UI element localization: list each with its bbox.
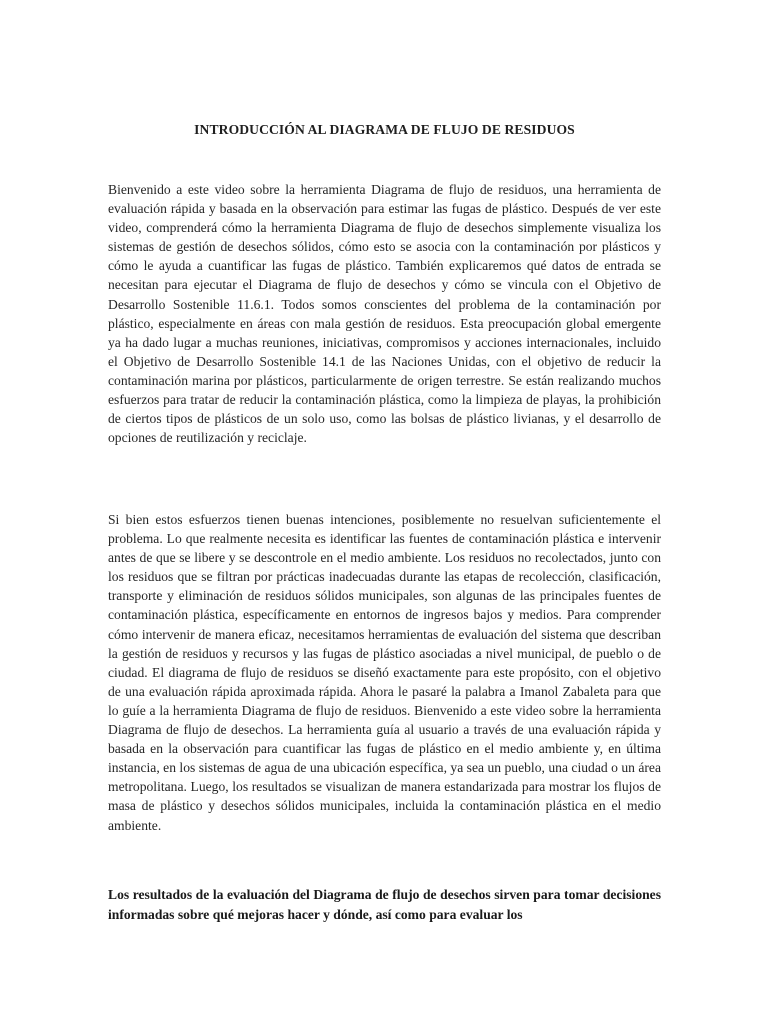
document-title: INTRODUCCIÓN AL DIAGRAMA DE FLUJO DE RESIDUOS bbox=[194, 122, 575, 137]
paragraph-body: Si bien estos esfuerzos tienen buenas intenciones, posiblemente no resuelvan suficientemente el problema. Lo que realmente necesita es identificar las fuentes de contaminación plástica e intervenir antes de que se libere y se descontrole en el medio ambiente. Los residuos no recolectados, junto con los residuos que se filtran por prácticas inadecuadas durante las etapas de recolección, clasificación, transporte y eliminación de residuos sólidos municipales, son algunas de las principales fuentes de contaminación plástica, específicamente en entornos de ingresos bajos y medios. Para comprender cómo intervenir de manera eficaz, necesitamos herramientas de evaluación del sistema que describan la gestión de residuos y recursos y las fugas de plástico asociadas a nivel municipal, de pueblo o de ciudad. El diagrama de flujo de residuos se diseñó exactamente para este propósito, con el objetivo de una evaluación rápida aproximada rápida. Ahora le pasaré la palabra a Imanol Zabaleta para que lo guíe a la herramienta Diagrama de flujo de residuos. Bienvenido a este video sobre la herramienta Diagrama de flujo de desechos. La herramienta guía al usuario a través de una evaluación rápida y basada en la observación para cuantificar las fugas de plástico en el medio ambiente y, en última instancia, en los sistemas de agua de una ubicación específica, ya sea un pueblo, una ciudad o un área metropolitana. Luego, los resultados se visualizan de manera estandarizada para mostrar los flujos de masa de plástico y desechos sólidos municipales, incluida la contaminación plástica en el medio ambiente. bbox=[108, 512, 661, 833]
paragraph-intro: Bienvenido a este video sobre la herramienta Diagrama de flujo de residuos, una herramienta de evaluación rápida y basada en la observación para estimar las fugas de plástico. Después de ver este video, comprenderá cómo la herramienta Diagrama de flujo de desechos simplemente visualiza los sistemas de gestión de desechos sólidos, cómo esto se asocia con la contaminación por plásticos y cómo le ayuda a cuantificar las fugas de plástico. También explicaremos qué datos de entrada se necesitan para ejecutar el Diagrama de flujo de desechos y cómo se vincula con el Objetivo de Desarrollo Sostenible 11.6.1. Todos somos conscientes del problema de la contaminación por plástico, especialmente en áreas con mala gestión de residuos. Esta preocupación global emergente ya ha dado lugar a muchas reuniones, iniciativas, compromisos y acciones internacionales, incluido el Objetivo de Desarrollo Sostenible 14.1 de las Naciones Unidas, con el objetivo de reducir la contaminación marina por plásticos, particularmente de origen terrestre. Se están realizando muchos esfuerzos para tratar de reducir la contaminación plástica, como la limpieza de playas, la prohibición de ciertos tipos de plásticos de un solo uso, como las bolsas de plástico livianas, y el desarrollo de opciones de reutilización y reciclaje. bbox=[108, 182, 661, 446]
paragraph-bold-results: Los resultados de la evaluación del Diagrama de flujo de desechos sirven para tomar decisiones informadas sobre qué mejoras hacer y dónde, así como para evaluar los bbox=[108, 887, 661, 922]
